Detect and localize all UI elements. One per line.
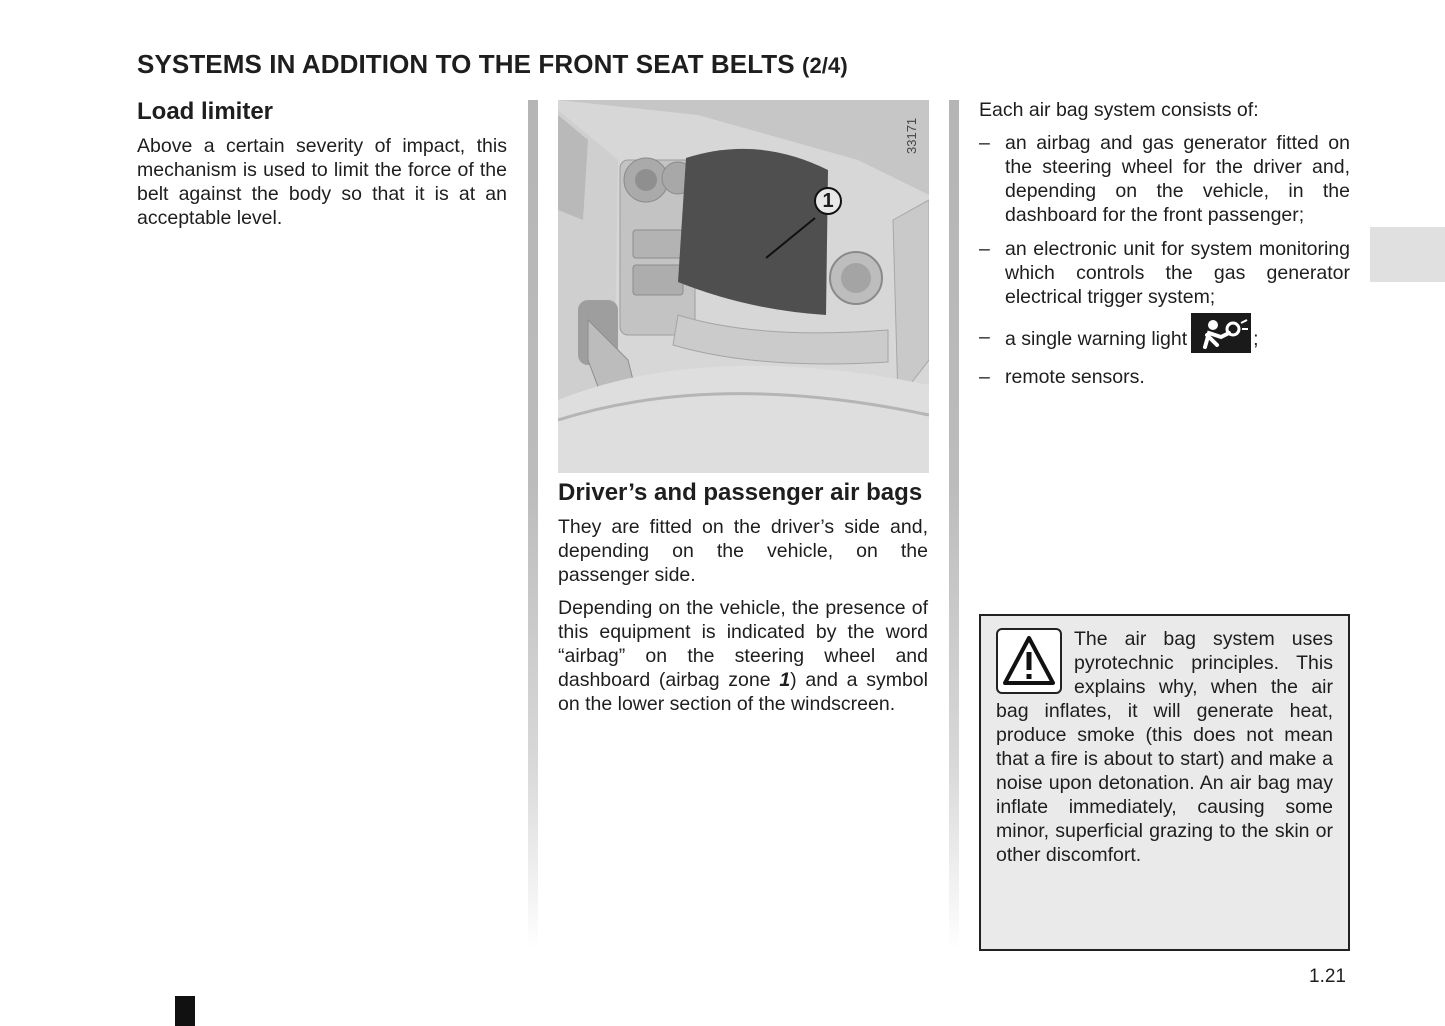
callout-airbag-zone: 1 — [814, 187, 842, 215]
airbags-indication-text-start: Depending on the vehicle, the presence of this equipment is indicated by the word “airbag” on the steering wheel and dashboard (airbag zone — [558, 597, 928, 691]
system-components-list — [979, 131, 1350, 389]
page-part: (2/4) — [802, 53, 848, 78]
airbags-heading: Driver’s and passenger air bags — [558, 479, 923, 506]
page-title — [137, 49, 848, 80]
load-limiter-text: Above a certain severity of impact, this mechanism is used to limit the force of the belt against the body so that it is at an acceptable level. — [137, 135, 507, 229]
warning-box — [979, 614, 1350, 951]
warning-light-suffix: ; — [1253, 328, 1259, 351]
list-item — [979, 325, 1350, 355]
airbags-indication-text-end: ) and a symbol on the lower section of the windscreen. — [558, 669, 928, 715]
load-limiter-section — [137, 97, 507, 239]
warning-triangle-icon — [996, 628, 1062, 694]
list-item: – an airbag and gas generator fitted on the steering wheel for the driver and, depending on the vehicle, in the dashboard for the front passenger; — [979, 131, 1350, 227]
airbags-location-text: They are fitted on the driver’s side and, depending on the vehicle, on the passenger side. — [558, 516, 928, 586]
page-number: 1.21 — [1309, 966, 1346, 987]
airbag-system-section — [979, 98, 1350, 399]
column-divider-left — [528, 100, 538, 950]
page-title-text: SYSTEMS IN ADDITION TO THE FRONT SEAT BELTS — [137, 49, 795, 79]
load-limiter-heading: Load limiter — [137, 98, 274, 125]
airbag-zone-number: 1 — [779, 669, 791, 691]
warning-light-label: a single warning light — [1005, 328, 1188, 351]
corner-mark — [175, 996, 195, 1026]
airbags-indication-text — [558, 596, 928, 716]
system-intro: Each air bag system consists of: — [979, 99, 1259, 121]
airbag-warning-light-icon — [1191, 313, 1251, 353]
airbags-section — [558, 478, 928, 725]
figure-reference-number: 33171 — [904, 117, 919, 154]
chapter-tab — [1370, 227, 1445, 282]
list-item: – remote sensors. — [979, 365, 1350, 389]
dashboard-illustration — [558, 100, 929, 473]
list-item: – an electronic unit for system monitoring which controls the gas generator electrical trigger system; — [979, 237, 1350, 309]
column-divider-right — [949, 100, 959, 950]
warning-text: The air bag system uses pyrotechnic principles. This explains why, when the air bag inflates, it will generate heat, produce smoke (this does not mean that a fire is about to start) and make a noise upon detonation. An air bag may inflate immediately, causing some minor, superficial grazing to the skin or other discomfort. — [996, 628, 1333, 866]
